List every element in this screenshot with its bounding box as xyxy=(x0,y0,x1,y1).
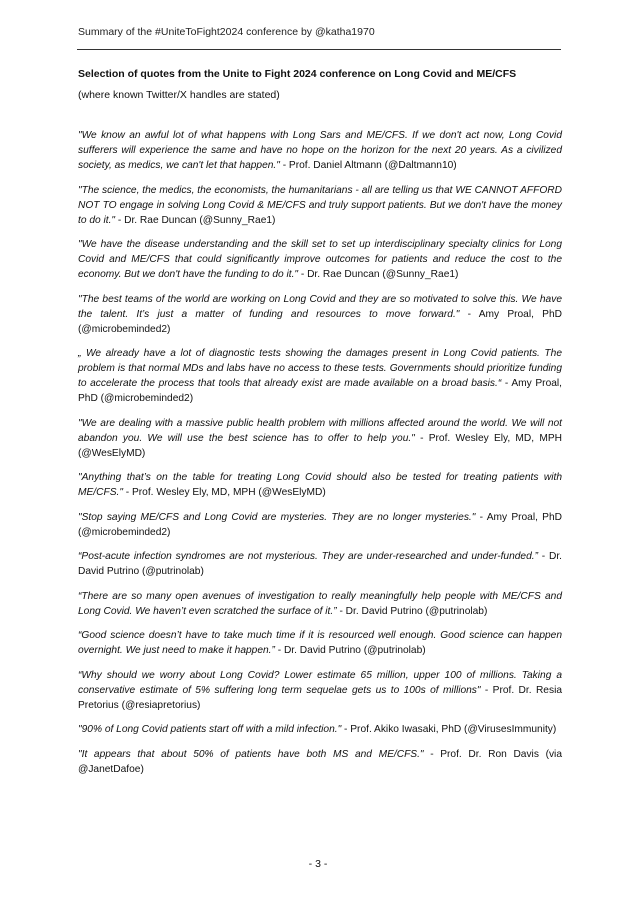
quote-attribution: - Dr. Rae Duncan (@Sunny_Rae1) xyxy=(298,269,459,280)
header-rule xyxy=(77,49,561,50)
quote-attribution: - Amy Proal, PhD (@microbeminded2) xyxy=(78,511,562,538)
quote-attribution: - Prof. Daniel Altmann (@Daltmann10) xyxy=(279,160,457,171)
quote-text: "We are dealing with a massive public health problem with millions affected around the world. We will not abandon you. We will use the best science has to offer to help you." xyxy=(78,417,562,444)
quote-attribution: - Dr. David Putrino (@putrinolab) xyxy=(274,645,426,656)
quote-text: “Why should we worry about Long Covid? Lower estimate 65 million, upper 100 of millions. Taking a conservative estimate of 5% suffering long term sequelae gets us to 100s of millions" xyxy=(78,669,562,696)
quote-text: "It appears that about 50% of patients have both MS and ME/CFS." xyxy=(78,748,424,760)
quote-attribution: - Prof. Akiko Iwasaki, PhD (@VirusesImmunity) xyxy=(341,724,557,735)
quote-item xyxy=(78,292,562,337)
page-number: - 3 - xyxy=(308,858,328,870)
quote-attribution: - Prof. Wesley Ely, MD, MPH (@WesElyMD) xyxy=(78,432,563,459)
quote-item xyxy=(78,549,562,579)
quote-item xyxy=(78,668,562,713)
quote-text: "Anything that’s on the table for treating Long Covid should also be tested for treating patients with ME/CFS." xyxy=(78,472,562,498)
quote-text: “Good science doesn’t have to take much time if it is resourced well enough. Good science can happen overnight. We just need to make it happen.” xyxy=(78,630,562,656)
quote-text: "We have the disease understanding and the skill set to set up interdisciplinary specialty clinics for Long Covid and ME/CFS that could significantly improve outcomes for patients and reduce the cost to the economy. But we don't have the funding to do it." xyxy=(78,239,562,280)
quote-text: "The best teams of the world are working on Long Covid and they are so motivated to solve this. We have the talent. It’s just a matter of funding and resources to move forward." xyxy=(78,293,562,320)
quote-attribution: - Prof. Wesley Ely, MD, MPH (@WesElyMD) xyxy=(122,487,326,498)
quote-item xyxy=(78,183,562,228)
section-subtitle: (where known Twitter/X handles are stated) xyxy=(78,89,280,101)
quote-text: "The science, the medics, the economists, the humanitarians - all are telling us that WE CANNOT AFFORD NOT TO engage in solving Long Covid & ME/CFS and truly support patients. But we don't have the money to do it." xyxy=(78,184,562,226)
quote-item xyxy=(78,346,562,406)
quote-text: “Post-acute infection syndromes are not mysterious. They are under-researched and under-funded.” xyxy=(78,551,538,562)
quote-text: "90% of Long Covid patients start off with a mild infection." xyxy=(78,724,342,735)
quote-attribution: - Prof. Dr. Ron Davis (via @JanetDafoe) xyxy=(78,748,562,775)
quote-item xyxy=(78,628,562,658)
quote-item xyxy=(78,722,562,737)
quote-attribution: - Dr. David Putrino (@putrinolab) xyxy=(78,551,562,577)
quote-item xyxy=(78,747,562,777)
quote-item xyxy=(78,416,562,461)
quote-item xyxy=(78,589,562,619)
quote-attribution: - Amy Proal, PhD (@microbeminded2) xyxy=(78,378,562,404)
section-title: Selection of quotes from the Unite to Fight 2024 conference on Long Covid and ME/CFS xyxy=(78,68,517,80)
page-header: Summary of the #UniteToFight2024 conference by @katha1970 xyxy=(78,26,375,38)
quote-item xyxy=(78,470,562,500)
quote-attribution: - Prof. Dr. Resia Pretorius (@resiapretorius) xyxy=(78,684,562,711)
quote-text: “There are so many open avenues of investigation to really meaningfully help people with ME/CFS and Long Covid. We haven’t even scratched the surface of it.” xyxy=(78,590,562,617)
quote-item xyxy=(78,510,562,540)
quote-attribution: - Amy Proal, PhD (@microbeminded2) xyxy=(78,308,562,335)
quote-item xyxy=(78,237,562,282)
quote-attribution: - Dr. Rae Duncan (@Sunny_Rae1) xyxy=(115,214,276,226)
quote-text: "We know an awful lot of what happens with Long Sars and ME/CFS. If we don't act now, Long Covid sufferers will experience the same and have no hope on the horizon for the next 20 years. As a civilized society, as medics, we can't let that happen." xyxy=(78,130,562,171)
quote-text: „ We already have a lot of diagnostic tests showing the damages present in Long Covid patients. The problem is that normal MDs and labs have no access to these tests. Governments should prioritize funding to accelerate the process that tools that already exist are made available on a broad basis.“ xyxy=(78,348,562,389)
quote-list xyxy=(78,128,562,786)
quote-attribution: - Dr. David Putrino (@putrinolab) xyxy=(336,605,488,617)
quote-text: "Stop saying ME/CFS and Long Covid are mysteries. They are no longer mysteries." xyxy=(78,511,476,523)
quote-item xyxy=(78,128,562,173)
